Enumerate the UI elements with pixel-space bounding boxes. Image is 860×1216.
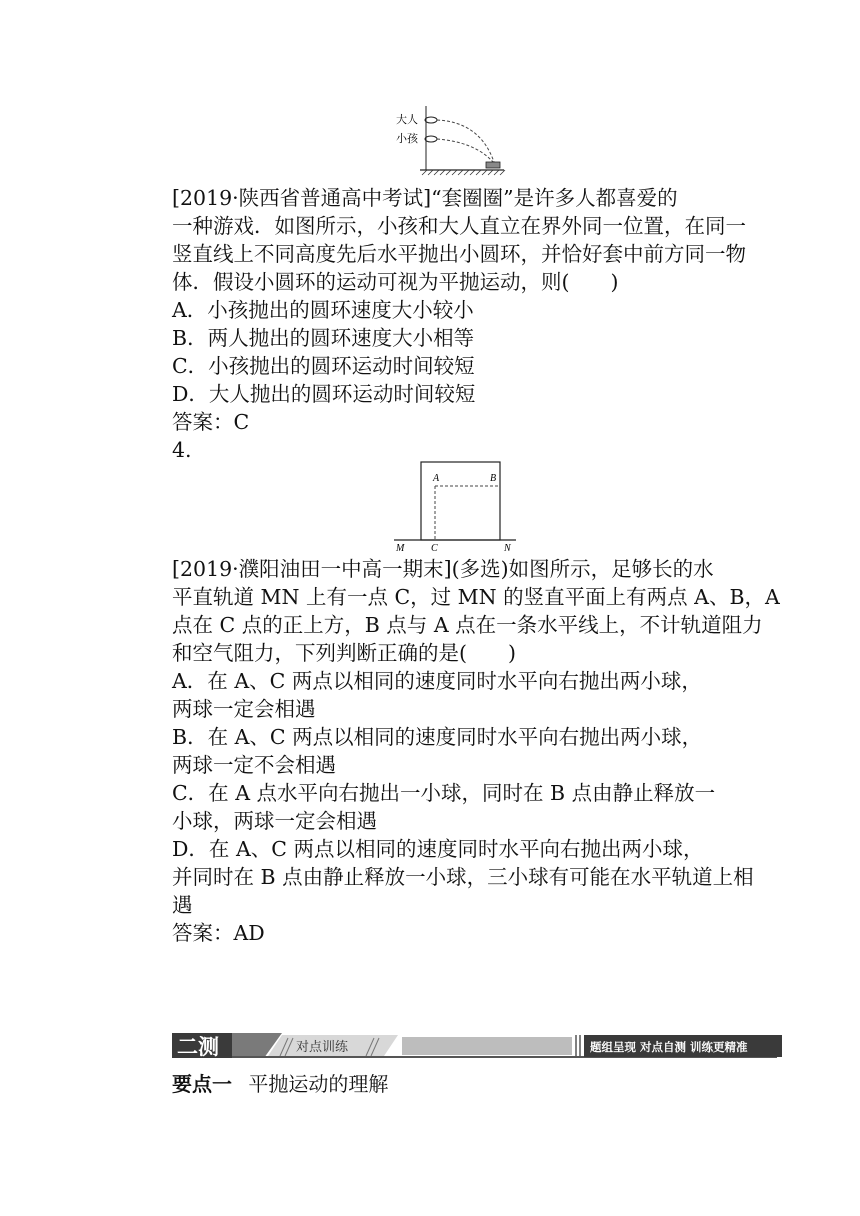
section-heading-title: 平抛运动的理解 (248, 1072, 389, 1096)
q4-number: 4. (172, 438, 192, 462)
point-a-label: A (433, 473, 440, 484)
point-n-label: N (504, 543, 511, 554)
q4-option-d-2: 并同时在 B 点由静止释放一小球，三小球有可能在水平轨道上相 (172, 865, 754, 889)
track-figure (390, 458, 520, 554)
ring-toss-figure (390, 100, 520, 180)
q4-option-a-2: 两球一定会相遇 (172, 697, 316, 721)
q4-line-2: 平直轨道 MN 上有一点 C，过 MN 的竖直平面上有两点 A、B，A (172, 585, 780, 609)
q4-option-b-1: B．在 A、C 两点以相同的速度同时水平向右抛出两小球， (172, 725, 703, 749)
q4-option-d-3: 遇 (172, 893, 193, 917)
point-c-label: C (431, 543, 438, 554)
point-m-label: M (396, 543, 405, 554)
q3-option-a: A．小孩抛出的圆环速度大小较小 (172, 298, 474, 322)
banner-subtitle: 对点训练 (296, 1040, 349, 1055)
q4-option-d-1: D．在 A、C 两点以相同的速度同时水平向右抛出两小球， (172, 837, 704, 861)
q3-line-3: 竖直线上不同高度先后水平抛出小圆环，并恰好套中前方同一物 (172, 242, 746, 266)
banner-title: 二测 (177, 1035, 219, 1059)
label-child: 小孩 (396, 133, 418, 145)
q4-line-3: 点在 C 点的正上方，B 点与 A 点在一条水平线上，不计轨道阻力 (172, 613, 763, 637)
q4-line-1: [2019·濮阳油田一中高一期末](多选)如图所示，足够长的水 (172, 557, 714, 581)
q3-line-1: [2019·陕西省普通高中考试]“套圈圈”是许多人都喜爱的 (172, 186, 678, 210)
q3-answer: 答案：C (172, 410, 250, 434)
q3-option-b: B．两人抛出的圆环速度大小相等 (172, 326, 475, 350)
section-heading-label: 要点一 (172, 1072, 232, 1096)
q3-line-4: 体．假设小圆环的运动可视为平抛运动，则( ) (172, 270, 619, 294)
banner-right-text: 题组呈现 对点自测 训练更精准 (590, 1040, 748, 1054)
q4-option-b-2: 两球一定不会相遇 (172, 753, 336, 777)
q4-option-c-1: C．在 A 点水平向右抛出一小球，同时在 B 点由静止释放一 (172, 781, 716, 805)
q3-option-c: C．小孩抛出的圆环运动时间较短 (172, 354, 475, 378)
q4-option-a-1: A．在 A、C 两点以相同的速度同时水平向右抛出两小球， (172, 669, 702, 693)
section-banner (172, 1030, 782, 1060)
q4-line-4: 和空气阻力，下列判断正确的是( ) (172, 641, 516, 665)
point-b-label: B (490, 473, 497, 484)
section-heading (172, 1070, 388, 1098)
q4-option-c-2: 小球，两球一定会相遇 (172, 809, 377, 833)
label-adult: 大人 (396, 114, 418, 126)
q4-answer: 答案：AD (172, 921, 265, 945)
q3-option-d: D．大人抛出的圆环运动时间较短 (172, 382, 476, 406)
q3-line-2: 一种游戏．如图所示，小孩和大人直立在界外同一位置，在同一 (172, 214, 746, 238)
